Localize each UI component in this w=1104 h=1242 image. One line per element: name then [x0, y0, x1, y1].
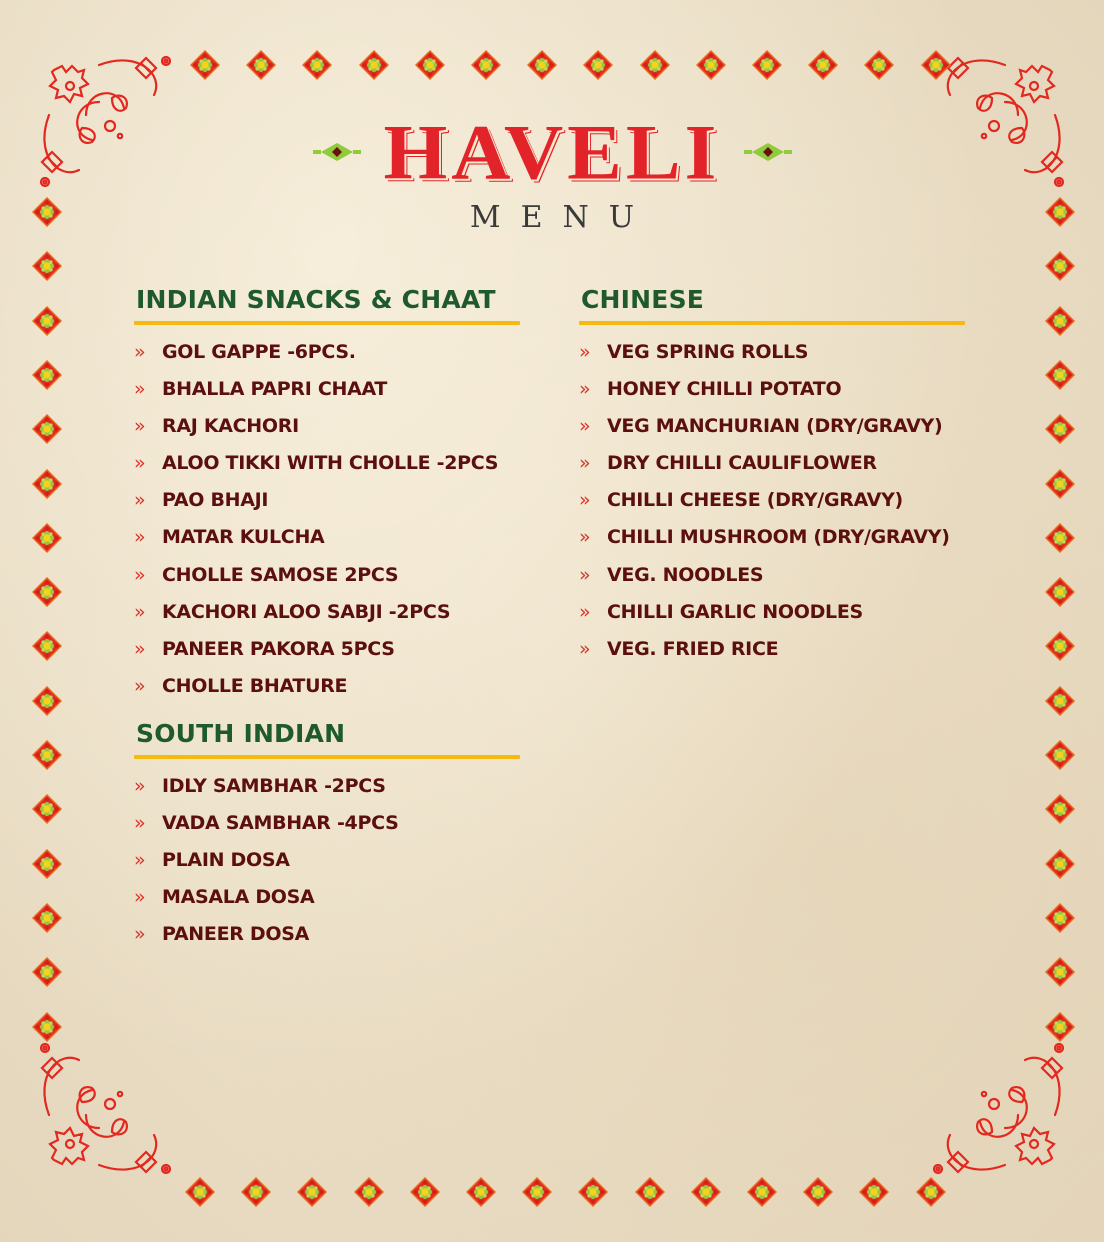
diamond-motif-icon [32, 903, 62, 933]
diamond-motif-icon [921, 50, 951, 80]
double-chevron-icon: » [134, 526, 146, 549]
item-list [134, 341, 520, 712]
diamond-motif-icon [916, 1177, 946, 1207]
menu-item [134, 526, 520, 563]
double-chevron-icon: » [134, 923, 146, 946]
section-title: CHINESE [581, 285, 705, 314]
floral-corner-icon [24, 1040, 174, 1190]
menu-item [134, 775, 520, 812]
double-chevron-icon: » [134, 563, 146, 586]
menu-item [134, 378, 520, 415]
diamond-motif-icon [691, 1177, 721, 1207]
item-list [579, 341, 965, 675]
diamond-motif-icon [1045, 306, 1075, 336]
diamond-motif-icon [359, 50, 389, 80]
section-divider [134, 321, 520, 325]
menu-item-label: CHOLLE BHATURE [162, 674, 348, 697]
menu-item-label: MASALA DOSA [162, 886, 315, 909]
menu-item-label: CHILLI MUSHROOM (DRY/GRAVY) [607, 526, 950, 549]
diamond-motif-icon [466, 1177, 496, 1207]
menu-item-label: ALOO TIKKI WITH CHOLLE -2PCS [162, 452, 499, 475]
menu-item [134, 489, 520, 526]
diamond-motif-icon [578, 1177, 608, 1207]
diamond-motif-icon [635, 1177, 665, 1207]
diamond-motif-icon [32, 794, 62, 824]
double-chevron-icon: » [134, 452, 146, 475]
menu-item-label: RAJ KACHORI [162, 415, 299, 438]
double-chevron-icon: » [134, 637, 146, 660]
diamond-motif-icon [1045, 903, 1075, 933]
menu-subtitle: MENU [469, 200, 655, 235]
menu-item-label: CHOLLE SAMOSE 2PCS [162, 563, 399, 586]
diamond-motif-icon [1045, 686, 1075, 716]
diamond-motif-icon [808, 50, 838, 80]
diamond-motif-icon [32, 1012, 62, 1042]
diamond-motif-icon [1045, 360, 1075, 390]
menu-item [134, 601, 520, 638]
diamond-motif-icon [185, 1177, 215, 1207]
menu-item-label: KACHORI ALOO SABJI -2PCS [162, 600, 451, 623]
double-chevron-icon: » [579, 637, 591, 660]
diamond-motif-icon [859, 1177, 889, 1207]
menu-item-label: CHILLI GARLIC NOODLES [607, 600, 863, 623]
diamond-motif-icon [241, 1177, 271, 1207]
menu-item-label: IDLY SAMBHAR -2PCS [162, 775, 386, 797]
double-chevron-icon: » [579, 378, 591, 401]
menu-item-label: PAO BHAJI [162, 489, 269, 512]
diamond-motif-icon [32, 631, 62, 661]
double-chevron-icon: » [134, 775, 146, 797]
diamond-motif-icon [32, 577, 62, 607]
item-list [134, 775, 520, 960]
diamond-motif-icon [190, 50, 220, 80]
menu-item-label: MATAR KULCHA [162, 526, 325, 549]
double-chevron-icon: » [579, 341, 591, 363]
section-chinese [579, 285, 965, 675]
title-block [0, 109, 1104, 196]
menu-item-label: GOL GAPPE -6PCS. [162, 341, 356, 363]
diamond-motif-icon [246, 50, 276, 80]
menu-item-label: VEG SPRING ROLLS [607, 341, 809, 363]
double-chevron-icon: » [134, 489, 146, 512]
diamond-motif-icon [471, 50, 501, 80]
double-chevron-icon: » [579, 563, 591, 586]
menu-item [579, 564, 965, 601]
menu-item [134, 415, 520, 452]
menu-item [579, 601, 965, 638]
menu-item-label: PANEER DOSA [162, 923, 310, 946]
section-divider [134, 755, 520, 759]
menu-item-label: PANEER PAKORA 5PCS [162, 637, 395, 660]
menu-item [134, 812, 520, 849]
double-chevron-icon: » [134, 812, 146, 835]
menu-item-label: BHALLA PAPRI CHAAT [162, 378, 388, 401]
diamond-motif-icon [302, 50, 332, 80]
menu-item [134, 341, 520, 378]
diamond-motif-icon [32, 360, 62, 390]
floral-corner-icon [930, 1040, 1080, 1190]
section-divider [579, 321, 965, 325]
menu-item [134, 564, 520, 601]
restaurant-title: HAVELI [383, 109, 721, 196]
diamond-motif-icon [1045, 523, 1075, 553]
section-title: SOUTH INDIAN [136, 719, 346, 748]
double-chevron-icon: » [579, 489, 591, 512]
double-chevron-icon: » [579, 415, 591, 438]
menu-item [134, 452, 520, 489]
diamond-motif-icon [1045, 849, 1075, 879]
diamond-motif-icon [1045, 414, 1075, 444]
menu-item [134, 849, 520, 886]
menu-item-label: VEG MANCHURIAN (DRY/GRAVY) [607, 415, 943, 438]
menu-item [134, 638, 520, 675]
section-indian-snacks [134, 285, 520, 712]
diamond-motif-icon [1045, 740, 1075, 770]
diamond-motif-icon [522, 1177, 552, 1207]
diamond-motif-icon [1045, 1012, 1075, 1042]
menu-item-label: VEG. FRIED RICE [607, 637, 779, 660]
diamond-motif-icon [752, 50, 782, 80]
diamond-motif-icon [864, 50, 894, 80]
menu-item [134, 886, 520, 923]
menu-item-label: HONEY CHILLI POTATO [607, 378, 842, 401]
double-chevron-icon: » [579, 600, 591, 623]
menu-item [134, 923, 520, 960]
menu-item [579, 378, 965, 415]
section-south-indian [134, 719, 520, 960]
diamond-motif-icon [640, 50, 670, 80]
diamond-motif-icon [32, 740, 62, 770]
diamond-motif-icon [415, 50, 445, 80]
double-chevron-icon: » [134, 886, 146, 909]
double-chevron-icon: » [134, 378, 146, 401]
diamond-motif-icon [410, 1177, 440, 1207]
diamond-motif-icon [32, 523, 62, 553]
diamond-motif-icon [32, 849, 62, 879]
diamond-motif-icon [32, 686, 62, 716]
diamond-motif-icon [1045, 631, 1075, 661]
diamond-motif-icon [1045, 794, 1075, 824]
diamond-motif-icon [32, 469, 62, 499]
menu-item [579, 415, 965, 452]
diamond-motif-icon [1045, 577, 1075, 607]
section-title: INDIAN SNACKS & CHAAT [136, 285, 496, 314]
diamond-motif-icon [527, 50, 557, 80]
diamond-motif-icon [1045, 251, 1075, 281]
menu-item [579, 452, 965, 489]
menu-item [579, 526, 965, 563]
double-chevron-icon: » [134, 600, 146, 623]
double-chevron-icon: » [134, 849, 146, 872]
diamond-motif-icon [696, 50, 726, 80]
double-chevron-icon: » [579, 452, 591, 475]
menu-item [134, 675, 520, 712]
double-chevron-icon: » [134, 674, 146, 697]
diamond-motif-icon [354, 1177, 384, 1207]
menu-item-label: VEG. NOODLES [607, 563, 764, 586]
diamond-motif-icon [32, 306, 62, 336]
diamond-motif-icon [32, 957, 62, 987]
menu-item [579, 341, 965, 378]
diamond-motif-icon [747, 1177, 777, 1207]
menu-item-label: CHILLI CHEESE (DRY/GRAVY) [607, 489, 903, 512]
diamond-motif-icon [32, 414, 62, 444]
double-chevron-icon: » [134, 415, 146, 438]
diamond-motif-icon [1045, 957, 1075, 987]
menu-item [579, 489, 965, 526]
menu-item-label: PLAIN DOSA [162, 849, 290, 872]
double-chevron-icon: » [134, 341, 146, 363]
diamond-motif-icon [32, 251, 62, 281]
diamond-motif-icon [1045, 469, 1075, 499]
menu-item [579, 638, 965, 675]
double-chevron-icon: » [579, 526, 591, 549]
diamond-motif-icon [583, 50, 613, 80]
diamond-motif-icon [297, 1177, 327, 1207]
menu-item-label: DRY CHILLI CAULIFLOWER [607, 452, 877, 475]
menu-item-label: VADA SAMBHAR -4PCS [162, 812, 399, 835]
diamond-motif-icon [803, 1177, 833, 1207]
